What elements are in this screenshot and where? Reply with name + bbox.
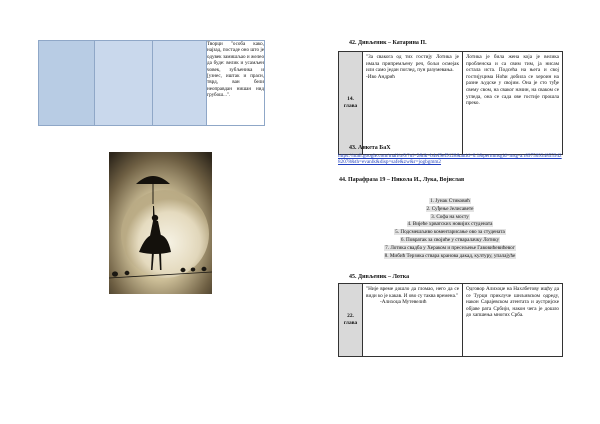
survey-link[interactable]: https://mail.google.com/mail/u/0/?ui=2&ik=b4ef9ef9128&attid=0.1&permmsgid=msg-a:r8975093485594282078&th=evanlk&disp=safe&zw&r=jogbgmm2: [338, 153, 562, 166]
table-cell: [39, 41, 95, 126]
quote-text: "За свакога од тих гостију Лотика је имала припремљену реч, бољи осмејак или само један поглед, пун разумевања.: [366, 54, 459, 74]
list-item: 5. Подсмешљиво коментарисање ово за студената: [395, 229, 505, 236]
woman-umbrella-photo: [109, 152, 212, 294]
quote-cell: [363, 52, 463, 155]
quote-text: "Није време дошло да гломао, него да се види ко је какав. И ово су таква времена.": [366, 286, 459, 299]
quote-author: -Алихоџа Мутевелић: [380, 299, 427, 306]
comment-cell: Одговор Алихоџе на Нахлбетову ищћу да се Турци приклуче шнљивском одреду, након Сарајевском атентата и аустријске објаве рата Србији, након чега је дошло до хапшења многих Срба.: [463, 284, 563, 357]
list-item: 7. Лотика свадба у Хераком и пресељење Гавовићевићевог: [385, 244, 515, 251]
paraphrase-list: [360, 198, 540, 260]
list-item: 4. Вијеће хрватских новијих студената: [407, 221, 493, 228]
chapter-label: 14. глава: [339, 52, 363, 155]
section-42-table: [338, 51, 563, 155]
list-item: 1. Јунак Стиковић: [430, 198, 470, 204]
quote-cell: [363, 284, 463, 357]
quote-author: -Иво Андрић: [366, 73, 395, 80]
section-45-heading: 45. Дивљеник – Лотка: [349, 274, 410, 280]
section-43-heading: 43. Анкета БаХ: [349, 145, 391, 151]
section-45-table: [338, 283, 563, 357]
table-cell: [95, 41, 153, 126]
chapter-label: 22. глава: [339, 284, 363, 357]
section-44-heading: 44. Парафраза 19 – Никола И., Лука, Војислав: [339, 177, 465, 183]
left-table: [38, 40, 265, 126]
list-item: 6. Повратак за својиће у стваралачку Лотику: [400, 236, 500, 243]
table-cell-quote: Творци "особа како, најзад, постаде оно што је одувек замишљао и желео да буде: велик и усамљен човек, зубљеника и [узнес, иштак и прасн, тврд, ван бели неоправдан нишан нид грубош...".: [207, 41, 265, 126]
comment-cell: Лотика је била жена која је велика пробленска и са свим тим, ја нисам остала иста. Подсећа на њега и свој гостијуцима Ноћи добила се хероин на разне људске у својим. Она је сто туђе свему свом, на сваког начин, на сваком се угледа, она се сада ове гостије прошла преко.: [463, 52, 563, 155]
list-item: 3. Софа на мосту: [431, 213, 469, 220]
list-item: 2. Суђење Јелисавете: [426, 205, 474, 212]
list-item: 8. Мибић Терзика ствара кранова дакад, културу, упалајуће: [384, 252, 516, 259]
section-42-heading: 42. Дивљеник – Катарина П.: [349, 40, 427, 46]
table-cell: [153, 41, 207, 126]
